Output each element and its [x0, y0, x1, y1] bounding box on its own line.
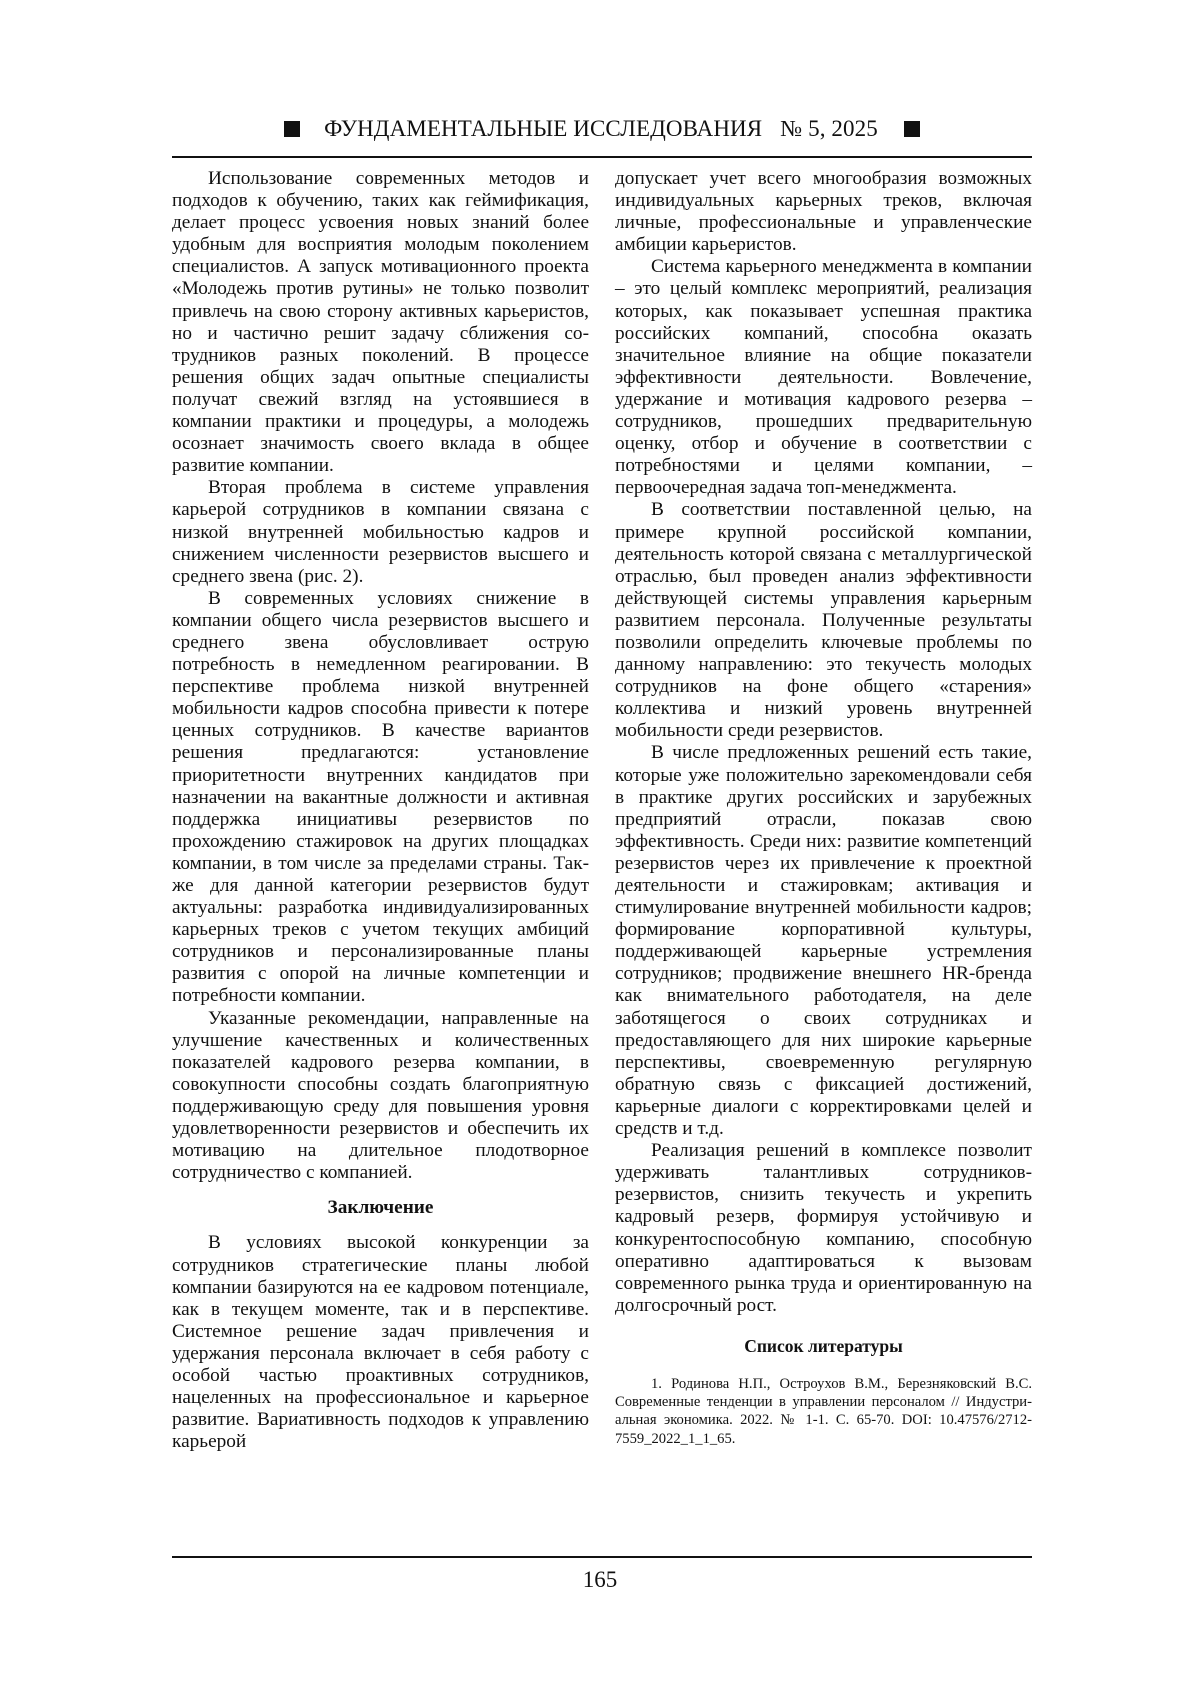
left-column: [172, 168, 589, 1453]
paragraph: Система карьерного менеджмента в компании – это целый комплекс мероприятий, реализация которых, как показывает успешная практика российских компаний, способна оказать значительное влияние на общие показатели эффективности деятельности. Вовлечение, удержание и мотивация кадрового резерва – сотрудников, прошедших предварительную оценку, отбор и обучение в соответствии с потребностями и целями компании, – первоочередная задача топ-менеджмента.: [615, 256, 1032, 499]
paragraph: В соответствии поставленной целью, на примере крупной российской компании, деятельность которой связана с металлургической отраслью, был проведен анализ эффективности действующей системы управления карьерным развитием персонала. Полученные результаты позволили определить ключевые проблемы по данному направлению: это текучесть молодых сотрудников на фоне общего «старения» коллектива и низкий уровень внутренней мобильности среди резервистов.: [615, 499, 1032, 742]
paragraph: Вторая проблема в системе управления карьерой сотрудников в компании связана с низкой внутренней мобильностью кадров и снижением численности резервистов высшего и среднего звена (рис. 2).: [172, 477, 589, 587]
footer-rule: [172, 1556, 1032, 1558]
paragraph: В современных условиях снижение в компании общего числа резервистов высшего и среднего звена обусловливает острую потребность в немедленном реагировании. В перспективе проблема низкой внутренней мобильности кадров способна привести к потере ценных сотрудников. В качестве вариантов решения предлагаются: установление приоритетности внутренних кандидатов при назначении на вакантные должности и активная поддержка инициативы резервистов по прохождению стажировок на других площадках компании, в том числе за пределами страны. Также для данной категории резервистов будут актуальны: разработка индивидуализированных карьерных треков с учетом текущих амбиций сотрудников и персонализированные планы развития с опорой на личные компетенции и потребности компании.: [172, 587, 589, 1007]
square-bullet-icon: [284, 121, 300, 137]
reference-item: 1. Родинова Н.П., Остроухов В.М., Березняковский В.С. Современные тенденции в управлении персоналом // Индустриальная экономика. 2022. № 1-1. С. 65-70. DOI: 10.47576/2712-7559_2022_1_1_65.: [615, 1375, 1032, 1447]
paragraph: Реализация решений в комплексе позволит удерживать талантливых сотрудников-резервистов, снизить текучесть и укрепить кадровый резерв, формируя устойчивую и конкурентоспособную компанию, способную оперативно адаптироваться к вызовам современного рынка труда и ориентированную на долгосрочный рост.: [615, 1140, 1032, 1316]
issue-number: № 5, 2025: [780, 116, 878, 141]
journal-title: ФУНДАМЕНТАЛЬНЫЕ ИССЛЕДОВАНИЯ: [324, 116, 763, 141]
references-heading: Список литературы: [744, 1335, 903, 1356]
paragraph: В числе предложенных решений есть такие, которые уже положительно зарекомендовали себя в практике других российских и зарубежных предприятий отрасли, показав свою эффективность. Среди них: развитие компетенций резервистов через их привлечение к проектной деятельности и стажировкам; активация и стимулирование внутренней мобильности кадров; формирование корпоративной культуры, поддерживающей карьерные устремления сотрудников; продвижение внешнего HR-бренда как внимательного работодателя, на деле заботящегося о своих сотрудниках и предоставляющего для них широкие карьерные перспективы, своевременную регулярную обратную связь с фиксацией достижений, карьерные диалоги с корректировками целей и средств и т.д.: [615, 742, 1032, 1140]
conclusion-heading: Заключение: [327, 1197, 434, 1219]
square-bullet-icon: [904, 121, 920, 137]
running-header: [172, 112, 1032, 146]
paragraph: В условиях высокой конкуренции за сотрудников стратегические планы любой компании базируются на ее кадровом потенциале, как в текущем моменте, так и в перспективе. Системное решение задач привлечения и удержания персонала включает в себя работу с особой частью проактивных сотрудников, нацеленных на профессиональное и карьерное развитие. Вариативность подходов к управлению карьерой: [172, 1232, 589, 1453]
header-rule: [172, 156, 1032, 158]
page-number: 165: [582, 1567, 618, 1592]
paragraph: Использование современных методов и подходов к обучению, таких как геймификация, делает процесс усвоения новых знаний более удобным для восприятия молодым поколением специалистов. А запуск мотивационного проекта «Молодежь против рутины» не только позволит привлечь на свою сторону активных карьеристов, но и частично решит задачу сближения сотрудников разных поколений. В процессе решения общих задач опытные специалисты получат свежий взгляд на устоявшиеся в компании практики и процедуры, а молодежь осознает значимость своего вклада в общее развитие компании.: [172, 168, 589, 477]
paragraph: допускает учет всего многообразия возможных индивидуальных карьерных треков, включая личные, профессиональные и управленческие амбиции карьеристов.: [615, 168, 1032, 256]
right-column: [615, 168, 1032, 1448]
paragraph: Указанные рекомендации, направленные на улучшение качественных и количественных показателей кадрового резерва компании, в совокупности способны создать благоприятную поддерживающую среду для повышения уровня удовлетворенности резервистов и обеспечить их мотивацию на длительное плодотворное сотрудничество с компанией.: [172, 1007, 589, 1184]
